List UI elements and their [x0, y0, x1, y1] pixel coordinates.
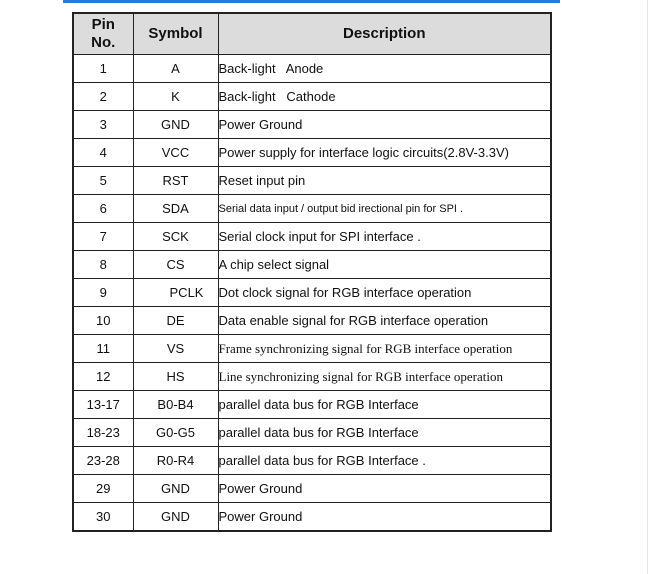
- table-row: [73, 251, 551, 279]
- description-cell: A chip select signal: [218, 251, 551, 279]
- description-cell: Power Ground: [218, 503, 551, 532]
- table-row: [73, 223, 551, 251]
- table-row: [73, 335, 551, 363]
- pin-number-cell: 2: [73, 83, 133, 111]
- header-description: Description: [218, 13, 551, 55]
- table-row: [73, 503, 551, 532]
- symbol-cell: A: [133, 55, 218, 83]
- pin-number-cell: 23-28: [73, 447, 133, 475]
- pin-number-cell: 5: [73, 167, 133, 195]
- description-cell: parallel data bus for RGB Interface .: [218, 447, 551, 475]
- description-cell: Power Ground: [218, 111, 551, 139]
- header-no-label: No.: [91, 34, 116, 51]
- symbol-cell: GND: [133, 503, 218, 532]
- symbol-cell: GND: [133, 111, 218, 139]
- pin-number-cell: 30: [73, 503, 133, 532]
- pin-number-cell: 6: [73, 195, 133, 223]
- table-row: [73, 83, 551, 111]
- page-edge-divider: [647, 0, 648, 574]
- pin-number-cell: 9: [73, 279, 133, 307]
- symbol-cell: CS: [133, 251, 218, 279]
- table-row: [73, 167, 551, 195]
- table-row: [73, 55, 551, 83]
- symbol-cell: G0-G5: [133, 419, 218, 447]
- symbol-cell: B0-B4: [133, 391, 218, 419]
- description-cell: Power supply for interface logic circuits(2.8V-3.3V): [218, 139, 551, 167]
- symbol-cell: SDA: [133, 195, 218, 223]
- symbol-cell: RST: [133, 167, 218, 195]
- pin-number-cell: 18-23: [73, 419, 133, 447]
- symbol-cell: VS: [133, 335, 218, 363]
- pin-number-cell: 10: [73, 307, 133, 335]
- description-cell: Line synchronizing signal for RGB interface operation: [218, 363, 551, 391]
- description-cell: Back-light Anode: [218, 55, 551, 83]
- header-pin-no: [73, 13, 133, 55]
- symbol-cell: HS: [133, 363, 218, 391]
- symbol-cell: VCC: [133, 139, 218, 167]
- symbol-cell: K: [133, 83, 218, 111]
- pin-number-cell: 3: [73, 111, 133, 139]
- pin-number-cell: 13-17: [73, 391, 133, 419]
- pin-number-cell: 4: [73, 139, 133, 167]
- table-row: [73, 391, 551, 419]
- table-row: [73, 139, 551, 167]
- top-accent-bar: [63, 0, 560, 3]
- description-cell: Back-light Cathode: [218, 83, 551, 111]
- description-cell: Serial clock input for SPI interface .: [218, 223, 551, 251]
- table-row: [73, 111, 551, 139]
- pin-number-cell: 11: [73, 335, 133, 363]
- symbol-cell: SCK: [133, 223, 218, 251]
- symbol-cell: PCLK: [133, 279, 218, 307]
- pin-number-cell: 1: [73, 55, 133, 83]
- header-symbol: Symbol: [133, 13, 218, 55]
- pin-number-cell: 8: [73, 251, 133, 279]
- description-cell: Power Ground: [218, 475, 551, 503]
- table-row: [73, 279, 551, 307]
- description-cell: parallel data bus for RGB Interface: [218, 391, 551, 419]
- description-cell: Data enable signal for RGB interface operation: [218, 307, 551, 335]
- symbol-cell: DE: [133, 307, 218, 335]
- table-header-row: [73, 13, 551, 55]
- pin-definition-table: [72, 12, 552, 532]
- table-row: [73, 419, 551, 447]
- header-pin-label: Pin: [91, 16, 115, 33]
- description-cell: parallel data bus for RGB Interface: [218, 419, 551, 447]
- description-cell: Serial data input / output bid irectional pin for SPI .: [218, 195, 551, 223]
- table-row: [73, 307, 551, 335]
- table-row: [73, 363, 551, 391]
- description-cell: Frame synchronizing signal for RGB interface operation: [218, 335, 551, 363]
- description-cell: Reset input pin: [218, 167, 551, 195]
- table-row: [73, 195, 551, 223]
- symbol-cell: R0-R4: [133, 447, 218, 475]
- pin-number-cell: 7: [73, 223, 133, 251]
- symbol-cell: GND: [133, 475, 218, 503]
- description-cell: Dot clock signal for RGB interface operation: [218, 279, 551, 307]
- pin-number-cell: 12: [73, 363, 133, 391]
- table-row: [73, 475, 551, 503]
- pin-number-cell: 29: [73, 475, 133, 503]
- table-row: [73, 447, 551, 475]
